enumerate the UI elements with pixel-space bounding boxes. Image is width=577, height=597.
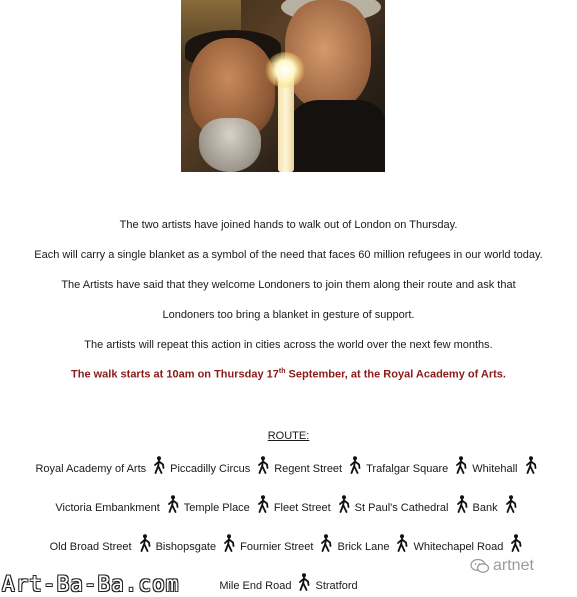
route-stop: Victoria Embankment [55, 502, 160, 514]
route-stop: Mile End Road [219, 580, 292, 592]
walking-person-icon [509, 534, 523, 552]
walk-start-notice: The walk starts at 10am on Thursday 17th September, at the Royal Academy of Arts. [71, 368, 506, 381]
route-stop: Bank [472, 502, 498, 514]
route-stop: Brick Lane [337, 541, 390, 553]
walking-person-icon [348, 456, 362, 474]
route-stop: Trafalgar Square [366, 463, 449, 475]
route-stop: Stratford [315, 580, 358, 592]
route-stop: Royal Academy of Arts [35, 463, 147, 475]
walking-person-icon [337, 495, 351, 513]
candle-flame [265, 52, 305, 88]
paragraph-5: The artists will repeat this action in cities across the world over the next few months. [84, 339, 493, 351]
walking-person-icon [297, 573, 311, 591]
watermark-artbaba: Art-Ba-Ba.com [2, 572, 180, 596]
wechat-icon [470, 558, 490, 574]
walking-person-icon [395, 534, 409, 552]
route-stop: Old Broad Street [49, 541, 132, 553]
route-row [0, 499, 577, 517]
route-stop: Fournier Street [240, 541, 314, 553]
route-stop: St Paul's Cathedral [354, 502, 449, 514]
route-row [0, 460, 577, 478]
route-stop: Bishopsgate [155, 541, 217, 553]
artists-photo [181, 0, 385, 172]
walking-person-icon [166, 495, 180, 513]
walking-person-icon [256, 495, 270, 513]
walking-person-icon [222, 534, 236, 552]
watermark-artnet: artnet [470, 557, 534, 575]
route-stop: Whitehall [472, 463, 518, 475]
route-stop: Piccadilly Circus [170, 463, 251, 475]
route-stop: Whitechapel Road [413, 541, 504, 553]
walking-person-icon [152, 456, 166, 474]
paragraph-2: Each will carry a single blanket as a symbol of the need that faces 60 million refugees in our world today. [34, 249, 543, 261]
paragraph-3: The Artists have said that they welcome Londoners to join them along their route and ask that [61, 279, 516, 291]
walking-person-icon [138, 534, 152, 552]
paragraph-1: The two artists have joined hands to walk out of London on Thursday. [119, 219, 458, 231]
route-stop: Fleet Street [273, 502, 331, 514]
walking-person-icon [455, 495, 469, 513]
walking-person-icon [524, 456, 538, 474]
route-row [0, 538, 577, 556]
walking-person-icon [454, 456, 468, 474]
route-stop: Temple Place [183, 502, 250, 514]
walking-person-icon [504, 495, 518, 513]
paragraph-4: Londoners too bring a blanket in gesture of support. [162, 309, 415, 321]
walking-person-icon [256, 456, 270, 474]
route-title: ROUTE: [267, 430, 310, 442]
walking-person-icon [319, 534, 333, 552]
route-stop: Regent Street [274, 463, 343, 475]
